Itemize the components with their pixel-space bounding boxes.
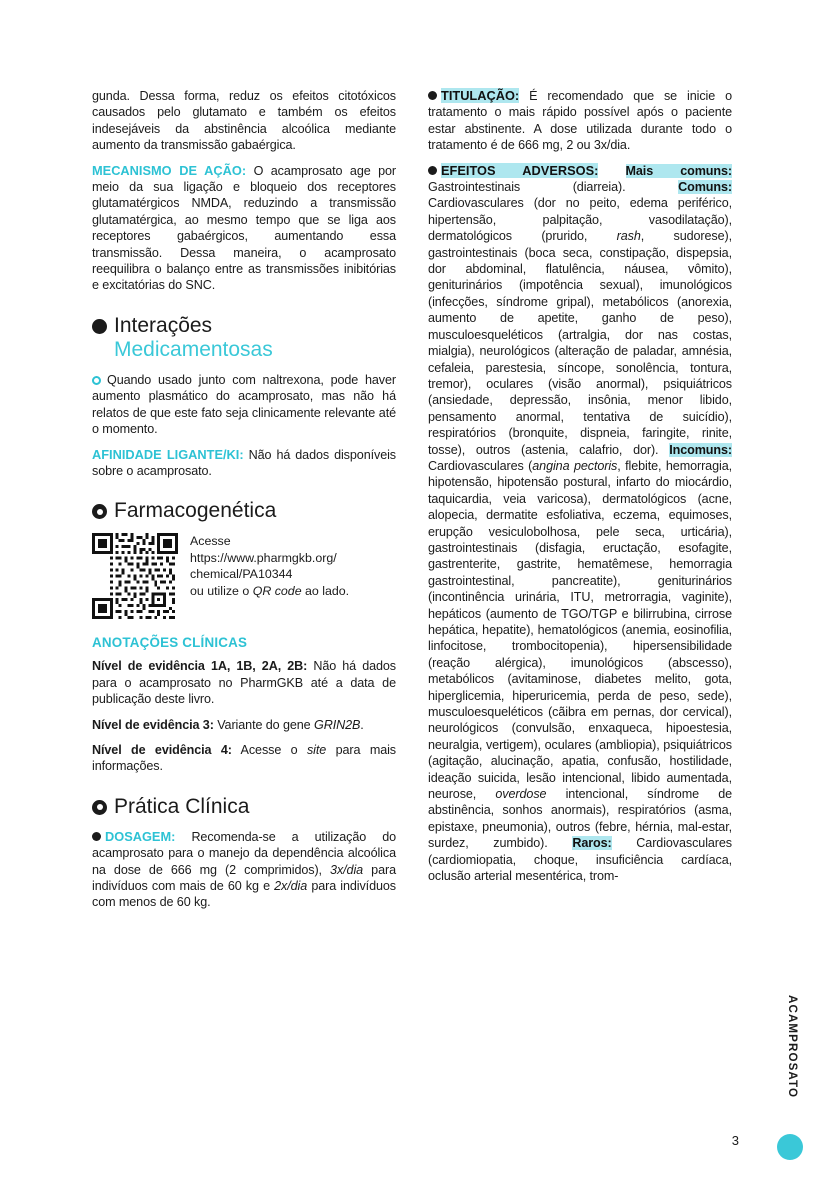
annotation-3-text-pre: Acesse o bbox=[231, 742, 307, 757]
two-column-layout bbox=[92, 88, 732, 1098]
qr-line-2: https://www.pharmgkb.org/ bbox=[190, 550, 337, 565]
annotation-3-label: Nível de evidência 4: bbox=[92, 742, 232, 757]
titration-text: É recomendado que se inicie o tratamento o mais rápido possível após o paciente estar abstinente. A dose utilizada durante todo o tratamento é de 666 mg, 2 ou 3x/dia. bbox=[428, 89, 732, 153]
annotation-3-site: site bbox=[306, 742, 327, 757]
qr-line-4-italic: QR code bbox=[252, 583, 302, 598]
ring-bullet-icon bbox=[92, 376, 101, 385]
annotation-1-label: Nível de evidência 1A, 1B, 2A, 2B: bbox=[92, 659, 308, 674]
bullet-small-dark-icon-3 bbox=[428, 166, 437, 175]
bullet-ring-icon bbox=[92, 504, 107, 519]
uncommon-italic-angina: angina pectoris bbox=[532, 458, 618, 473]
heading-line-2: Medicamentosas bbox=[114, 337, 273, 361]
annotation-3-text-post: para mais informações. bbox=[92, 742, 397, 774]
titration-label: TITULAÇÃO: bbox=[441, 88, 520, 103]
affinity-label: AFINIDADE LIGANTE/KI: bbox=[92, 446, 244, 462]
heading-clinical-practice bbox=[92, 795, 396, 819]
heading-pharmacogenetics-label: Farmacogenética bbox=[114, 499, 277, 523]
left-column bbox=[92, 88, 396, 1098]
heading-clinical-practice-label: Prática Clínica bbox=[114, 794, 250, 818]
mechanism-label: MECANISMO DE AÇÃO: bbox=[92, 162, 247, 178]
common-label: Comuns: bbox=[678, 180, 732, 195]
bullet-dark-icon bbox=[92, 319, 107, 334]
qr-code-block bbox=[92, 533, 396, 619]
dosage-freq-2: 2x/dia bbox=[274, 878, 308, 893]
dosage-paragraph bbox=[92, 829, 396, 911]
annotation-1-text: Não há dados para o acamprosato no PharmGKB até a data de publicação deste livro. bbox=[92, 659, 397, 707]
dosage-label: DOSAGEM: bbox=[105, 828, 176, 844]
decorative-dot bbox=[777, 1134, 803, 1160]
annotation-2-label: Nível de evidência 3: bbox=[92, 717, 214, 732]
annotation-level-1 bbox=[92, 658, 396, 707]
bullet-small-dark-icon-2 bbox=[428, 91, 437, 100]
heading-pharmacogenetics bbox=[92, 499, 396, 523]
affinity-paragraph bbox=[92, 447, 396, 480]
heading-line-1: Interações bbox=[114, 313, 213, 337]
clinical-annotations-heading: ANOTAÇÕES CLÍNICAS bbox=[92, 635, 248, 651]
most-common-text: Gastrointestinais (diarreia). bbox=[428, 180, 626, 195]
annotation-level-3 bbox=[92, 717, 396, 733]
rare-label: Raros: bbox=[572, 836, 612, 851]
qr-line-4-pre: ou utilize o bbox=[190, 583, 253, 598]
page-number: 3 bbox=[731, 1133, 739, 1148]
bullet-small-dark-icon bbox=[92, 832, 101, 841]
uncommon-text-2: , flebite, hemorragia, hipotensão, hipotensão postural, infarto do miocárdio, taquicardia, veia varicosa), dermatológicos (acne, alopecia, dermatite esfoliativa, eczema, equimoses, erupção vesiculobolhosa, pele seca, urticária), gastrointestinais (disfagia, eructação, esofagite, gastrenterite, gastrite, hematêmese, hemorragia gastrointestinal, pancreatite), geniturinários (incontinência urinária, ITU, metrorragia, vaginite), hepáticos (aumento de TGO/TGP e bilirrubina, cirrose hepática, hepatite), hematológicos (anemia, eosinofilia, linfocitose, trombocitopenia), hipersensibilidade (reação alérgica), imunológicos (abscesso), metabólicos (avitaminose, diabetes melito, gota, hiperglicemia, hiperuricemia, perda de peso, sede), musculoesqueléticos (cãibra em pernas, dor cervical), neurológicos (convulsão, enxaqueca, hipoestesia, neuralgia, vertigem), oculares (ambliopia), psiquiátricos (agitação, alucinação, apatia, confusão, hostilidade, ideação suicida, lesão intencional, libido aumentada, neurose, bbox=[428, 458, 732, 802]
most-common-label: Mais comuns: bbox=[625, 163, 732, 178]
common-text-1: Cardiovasculares (dor no peito, edema periférico, hipertensão, palpitação, vasodilatação), dermatológicos (prurido, bbox=[428, 196, 732, 244]
qr-line-3: chemical/PA10344 bbox=[190, 567, 293, 582]
dosage-text-1: Recomenda-se a utilização do acamprosato para o manejo da dependência alcoólica na dose de 666 mg (2 comprimidos), bbox=[92, 829, 396, 877]
qr-code-icon bbox=[92, 533, 178, 619]
qr-line-4-post: ao lado. bbox=[301, 583, 350, 598]
dosage-freq-1: 3x/dia bbox=[330, 862, 364, 877]
annotation-2-text-pre: Variante do gene bbox=[213, 717, 314, 732]
uncommon-text-3: intencional, síndrome de abstinência, sonhos anormais), respiratórios (asma, epistaxe, pneumonia), outros (febre, hérnia, mal-estar, surdez, zumbido). bbox=[428, 787, 733, 851]
annotation-2-text-post: . bbox=[360, 717, 364, 732]
uncommon-italic-overdose: overdose bbox=[495, 787, 547, 802]
mechanism-of-action-paragraph bbox=[92, 163, 396, 294]
rare-text: Cardiovasculares (cardiomiopatia, choque, insuficiência cardíaca, oclusão arterial mesentérica, trom- bbox=[428, 836, 732, 884]
common-text-2: , sudorese), gastrointestinais (boca seca, constipação, dispepsia, dor abdominal, flatulência, náusea, vômito), geniturinários (impotência sexual), imunológicos (infecções, síndrome gripal), metabólicos (anorexia, aumento de apetite, ganho de peso), musculoesqueléticos (artralgia, dor nas costas, mialgia), neurológicos (alteração de paladar, amnésia, cefaleia, parestesia, síncope, sonolência, tontura, tremor), oculares (visão anormal), psiquiátricos (ansiedade, depressão, insônia, menor libido, pensamento anormal, tentativa de suicídio), respiratórios (bronquite, dispneia, faringite, rinite, tosse), outros (astenia, calafrio, dor). bbox=[428, 229, 732, 457]
adverse-effects-paragraph bbox=[428, 163, 732, 885]
dosage-text-2: para indivíduos com mais de 60 kg e bbox=[92, 862, 396, 893]
qr-line-1: Acesse bbox=[190, 534, 231, 549]
dosage-text-3: para indivíduos com menos de 60 kg. bbox=[92, 878, 396, 910]
annotation-2-gene: GRIN2B bbox=[314, 717, 361, 732]
titration-paragraph bbox=[428, 88, 732, 154]
affinity-text: Não há dados disponíveis sobre o acamprosato. bbox=[92, 447, 396, 478]
uncommon-label: Incomuns: bbox=[669, 442, 732, 457]
qr-code-caption bbox=[190, 533, 349, 599]
continuation-paragraph: gunda. Dessa forma, reduz os efeitos citotóxicos causados pelo glutamato e também os efeitos indesejáveis da abstinência alcoólica mediante aumento da transmissão gabaérgica. bbox=[92, 89, 396, 153]
uncommon-text-1: Cardiovasculares ( bbox=[428, 458, 533, 473]
mechanism-text: O acamprosato age por meio da sua ligação e bloqueio dos receptores glutamatérgicos NMDA, reduzindo a transmissão glutamatérgica, ao mesmo tempo que se liga aos receptores gabaérgicos, aumentando essa transmissão. Dessa maneira, o acamprosato reequilibra o balanço entre as transmissões inibitórias e excitatórias do SNC. bbox=[92, 163, 397, 293]
bullet-ring-icon-2 bbox=[92, 800, 107, 815]
side-tab-drug-name: ACAMPROSATO bbox=[786, 995, 799, 1099]
common-italic-rash: rash bbox=[616, 229, 641, 244]
heading-drug-interactions bbox=[92, 314, 396, 362]
annotation-level-4 bbox=[92, 742, 396, 775]
interactions-text: Quando usado junto com naltrexona, pode haver aumento plasmático do acamprosato, mas não há relatos de que este fato seja clinicamente relevante até o momento. bbox=[92, 372, 396, 437]
right-column bbox=[428, 88, 732, 1098]
adverse-effects-label: EFEITOS ADVERSOS: bbox=[441, 162, 599, 178]
interactions-paragraph bbox=[92, 372, 396, 438]
